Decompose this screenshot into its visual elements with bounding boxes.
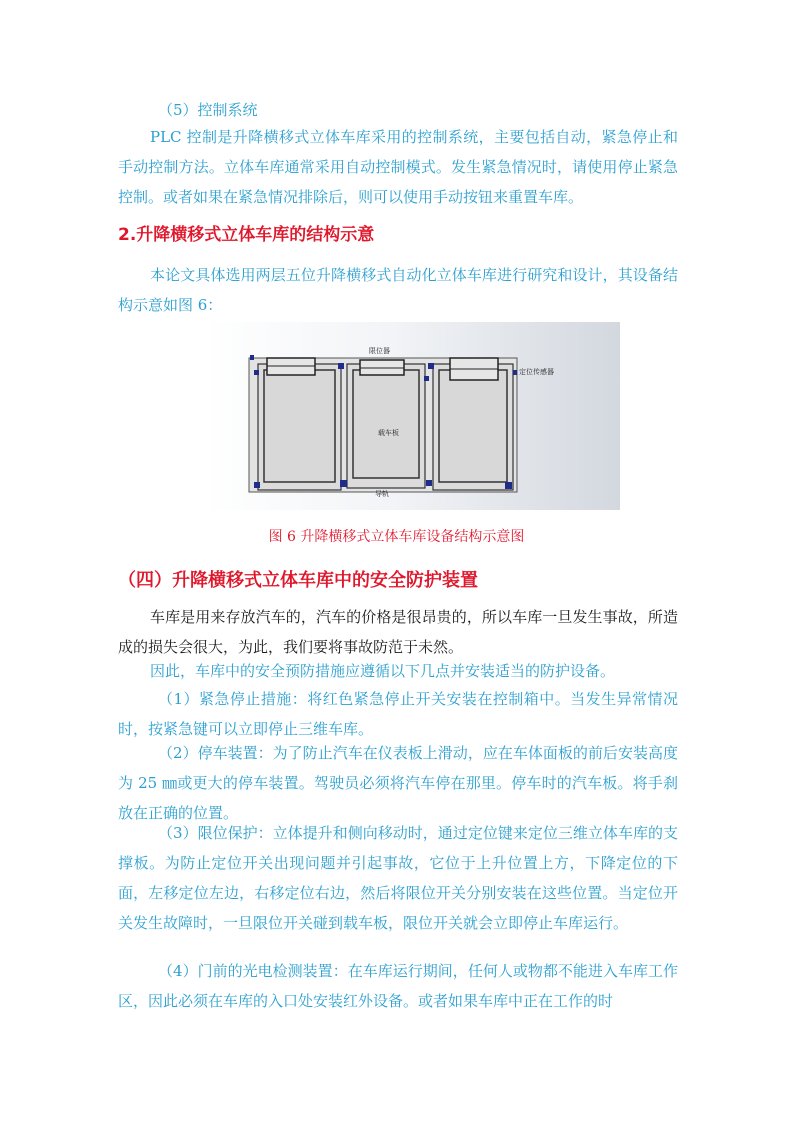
section-2-paragraph: 本论文具体选用两层五位升降横移式自动化立体车库进行研究和设计，其设备结构示意如图 6： [118,266,678,314]
section-5-heading: （5）控制系统 [158,101,258,119]
car-platform-1 [264,370,335,482]
label-car-platform: 载车板 [378,429,399,437]
car-platform-3 [439,370,507,482]
section-5-paragraph: PLC 控制是升降横移式立体车库采用的控制系统，主要包括自动，紧急停止和手动控制方法。立体车库通常采用自动控制模式。发生紧急情况时，请使用停止紧急控制。或者如果在紧急情况排除后，则可以使用手动按钮来重置车库。 [118,128,678,206]
safety-item-limit-protection: （3）限位保护：立体提升和侧向移动时，通过定位键来定位三维立体车库的支撑板。为防止定位开关出现问题并引起事故，它位于上升位置上方，下降定位的下面，左移定位左边，右移定位右边，然后将限位开关分别安装在这些位置。当定位开关发生故障时，一旦限位开关碰到载车板，限位开关就会立即停止车库运行。 [118,824,678,932]
figure-caption: 图 6 升降横移式立体车库设备结构示意图 [268,529,525,545]
safety-item-parking-device: （2）停车装置：为了防止汽车在仪表板上滑动，应在车体面板的前后安装高度为 25 ㎜或更大的停车装置。驾驶员必须将汽车停在那里。停车时的汽车板。将手刹放在正确的位置。 [118,744,678,822]
safety-item-photoelectric: （4）门前的光电检测装置：在车库运行期间，任何人或物都不能进入车库工作区，因此必须在车库的入口处安装红外设备。或者如果车库中正在工作的时 [118,962,678,1010]
garage-structure-diagram [205,322,620,510]
label-position-sensor: 定位传感器 [519,368,554,376]
section-2-heading: 2.升降横移式立体车库的结构示意 [118,225,375,245]
safety-item-emergency-stop: （1）紧急停止措施：将红色紧急停止开关安装在控制箱中。当发生异常情况时，按紧急键可以立即停止三维车库。 [118,690,678,738]
section-4-paragraph-1: 车库是用来存放汽车的，汽车的价格是很昂贵的，所以车库一旦发生事故，所造成的损失会很大，为此，我们要将事故防范于未然。 [118,608,678,656]
section-4-heading: （四）升降横移式立体车库中的安全防护装置 [118,570,478,591]
label-limiter: 限位器 [369,347,390,355]
label-guide-rail: 导轨 [375,490,389,498]
car-platform-2 [353,370,419,478]
section-4-paragraph-2: 因此，车库中的安全预防措施应遵循以下几点并安装适当的防护设备。 [150,662,616,680]
garage-structure-figure [205,322,620,510]
